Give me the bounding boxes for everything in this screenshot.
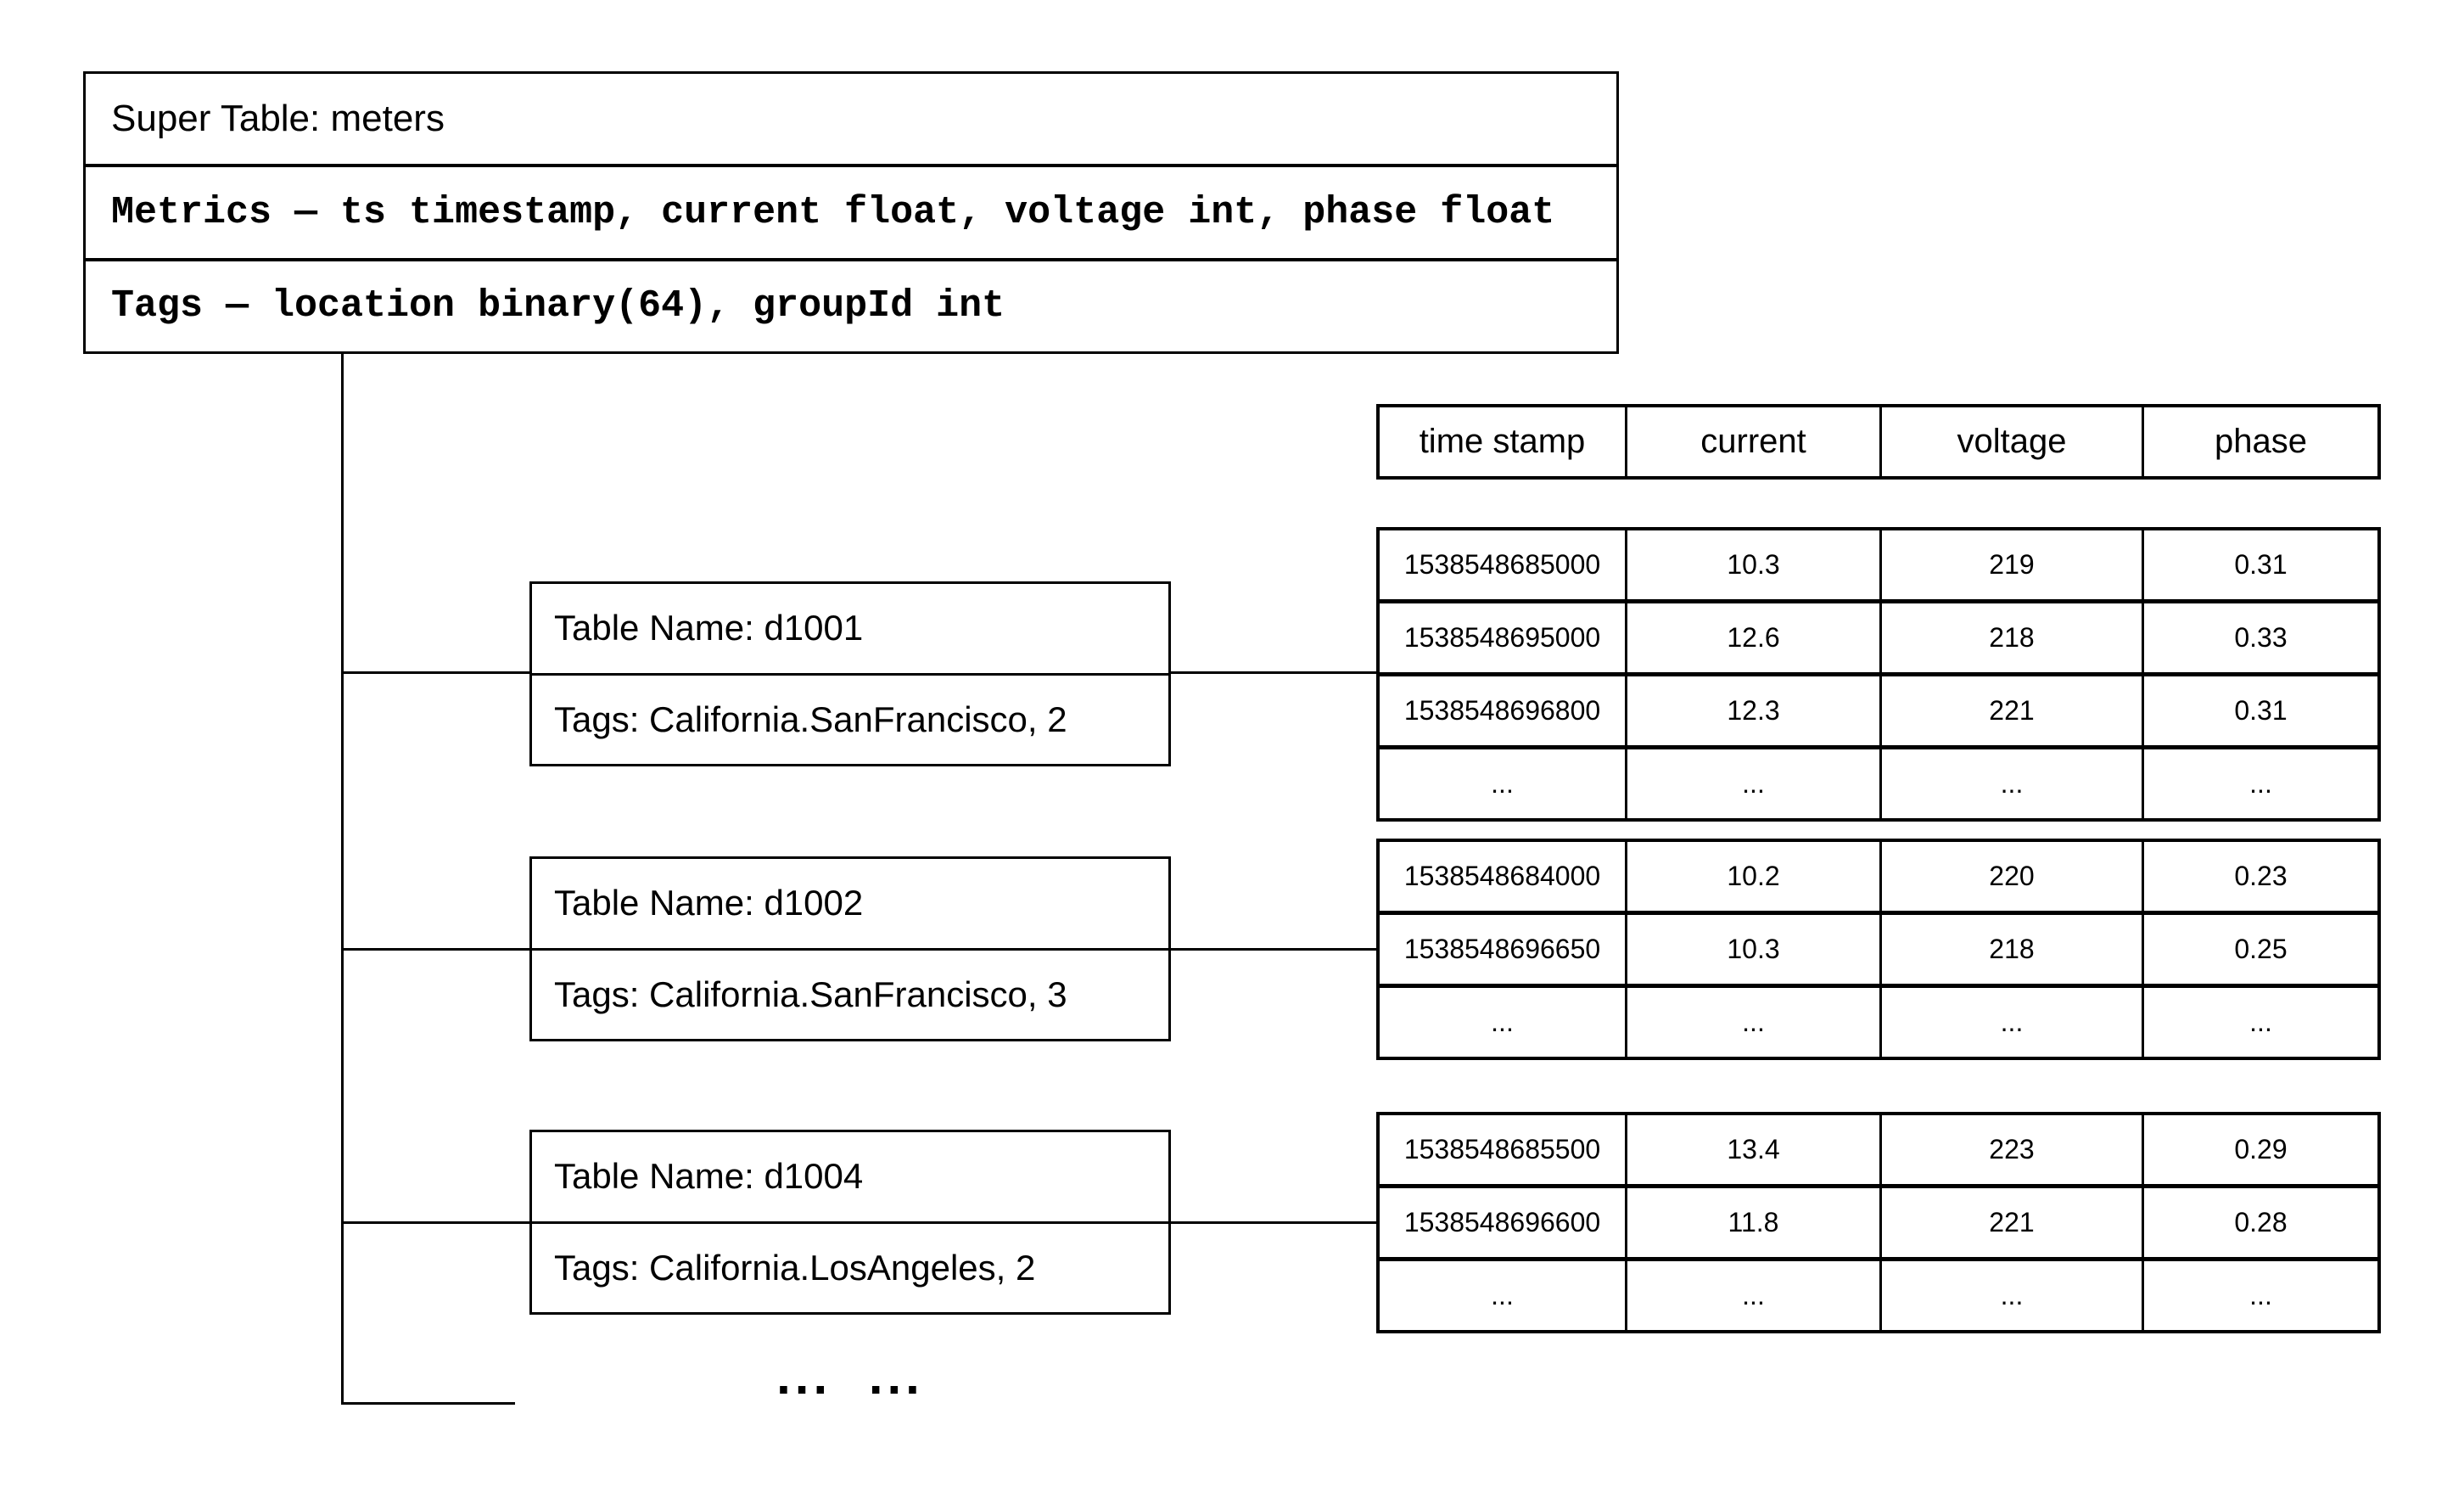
data-cell: 221	[1882, 1188, 2144, 1261]
data-cell: 11.8	[1627, 1188, 1882, 1261]
data-cell: 10.3	[1627, 915, 1882, 988]
data-cell-ellipsis: ...	[1380, 749, 1627, 818]
data-table-d1001	[1376, 527, 2381, 822]
data-cell: 1538548684000	[1380, 842, 1627, 915]
subtable-tags: Tags: California.SanFrancisco, 2	[532, 673, 1168, 765]
data-cell: 13.4	[1627, 1115, 1882, 1188]
branch-line-d1004	[341, 1221, 529, 1224]
branch-line-d1002	[341, 948, 529, 951]
data-cell-ellipsis: ...	[2249, 1007, 2272, 1037]
data-cell: 218	[1882, 603, 2144, 676]
subtable-tags: Tags: California.LosAngeles, 2	[532, 1221, 1168, 1313]
data-cell: 1538548696800	[1380, 676, 1627, 749]
data-cell-ellipsis: ...	[1627, 749, 1882, 818]
column-header-phase: phase	[2215, 423, 2307, 460]
column-header-timestamp: time stamp	[1380, 407, 1627, 476]
link-line-d1004-table	[1171, 1221, 1376, 1224]
data-cell: 219	[1882, 530, 2144, 603]
trunk-connector-line	[341, 354, 344, 1405]
data-cell: 0.23	[2144, 842, 2377, 915]
data-cell: 1538548696650	[1380, 915, 1627, 988]
super-table-metrics: Metrics — ts timestamp, current float, voltage int, phase float	[86, 164, 1616, 257]
data-cell: 221	[1882, 676, 2144, 749]
data-cell-ellipsis: ...	[2249, 1280, 2272, 1310]
super-table-box	[83, 71, 1619, 354]
more-tables-ellipsis: ... ...	[776, 1348, 924, 1405]
data-cell-ellipsis: ...	[1627, 988, 1882, 1057]
column-header-voltage: voltage	[1882, 407, 2144, 476]
data-cell: 12.3	[1627, 676, 1882, 749]
data-cell-ellipsis: ...	[1882, 749, 2144, 818]
data-cell: 220	[1882, 842, 2144, 915]
data-cell: 0.25	[2144, 915, 2377, 988]
data-cell: 1538548696600	[1380, 1188, 1627, 1261]
link-line-d1001-table	[1171, 671, 1376, 674]
super-table-title: Super Table: meters	[111, 98, 445, 140]
subtable-box-d1002	[529, 856, 1171, 1041]
subtable-box-d1004	[529, 1130, 1171, 1315]
super-table-tags: Tags — location binary(64), groupId int	[86, 258, 1616, 351]
branch-line-more	[341, 1402, 515, 1405]
data-cell: 0.33	[2144, 603, 2377, 676]
data-cell: 218	[1882, 915, 2144, 988]
data-table-d1002	[1376, 839, 2381, 1060]
data-cell-ellipsis: ...	[1882, 988, 2144, 1057]
data-cell: 1538548695000	[1380, 603, 1627, 676]
data-cell-ellipsis: ...	[1627, 1261, 1882, 1330]
data-cell: 0.31	[2144, 530, 2377, 603]
data-cell: 0.28	[2144, 1188, 2377, 1261]
column-header-current: current	[1627, 407, 1882, 476]
data-cell: 10.2	[1627, 842, 1882, 915]
subtable-tags: Tags: California.SanFrancisco, 3	[532, 948, 1168, 1040]
subtable-name: Table Name: d1002	[554, 883, 864, 923]
link-line-d1002-table	[1171, 948, 1376, 951]
subtable-box-d1001	[529, 581, 1171, 766]
data-cell-ellipsis: ...	[1882, 1261, 2144, 1330]
subtable-name: Table Name: d1004	[554, 1156, 864, 1197]
data-cell: 12.6	[1627, 603, 1882, 676]
data-cell: 0.29	[2144, 1115, 2377, 1188]
column-header-row	[1376, 404, 2381, 480]
data-cell: 1538548685000	[1380, 530, 1627, 603]
data-cell-ellipsis: ...	[1380, 1261, 1627, 1330]
subtable-name: Table Name: d1001	[554, 608, 864, 648]
data-cell: 223	[1882, 1115, 2144, 1188]
data-cell-ellipsis: ...	[1380, 988, 1627, 1057]
data-cell: 1538548685500	[1380, 1115, 1627, 1188]
data-cell: 10.3	[1627, 530, 1882, 603]
branch-line-d1001	[341, 671, 529, 674]
data-cell: 0.31	[2144, 676, 2377, 749]
data-table-d1004	[1376, 1112, 2381, 1333]
data-cell-ellipsis: ...	[2249, 768, 2272, 799]
